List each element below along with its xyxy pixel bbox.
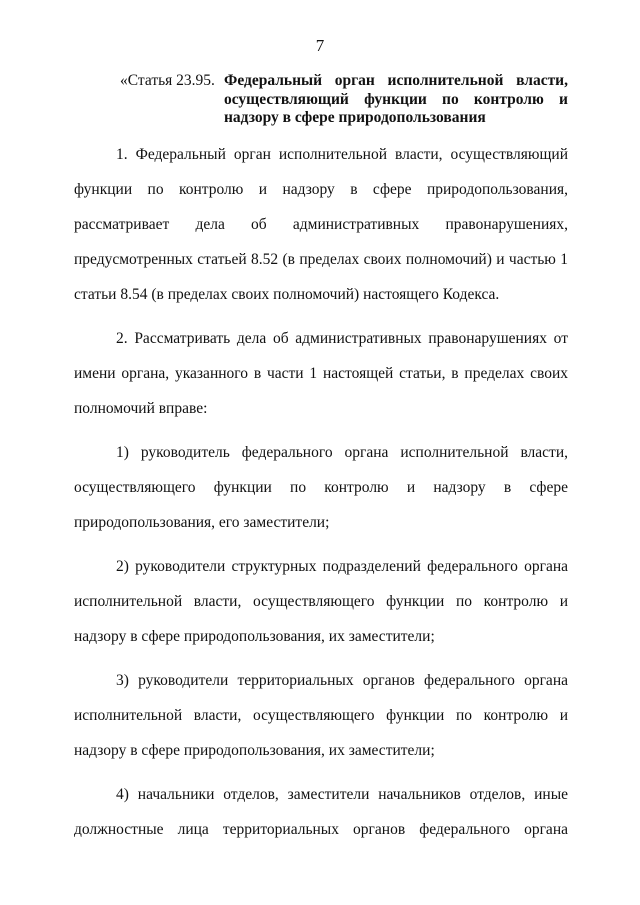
article-label: «Статья 23.95. bbox=[120, 72, 215, 89]
list-item-4: 4) начальники отделов, заместители начальников отделов, иные должностные лица территориальных органов федерального органа bbox=[74, 786, 568, 838]
list-item-1: 1) руководитель федерального органа исполнительной власти, осуществляющего функции по контролю и надзору в сфере природопользования, его заместители; bbox=[74, 444, 568, 531]
paragraph-1: 1. Федеральный орган исполнительной власти, осуществляющий функции по контролю и надзору в сфере природопользования, рассматривает дела об административных правонарушениях, предусмотренных статьей 8.52 (в пределах своих полномочий) и частью 1 статьи 8.54 (в пределах своих полномочий) настоящего Кодекса. bbox=[74, 146, 568, 303]
paragraph-2: 2. Рассматривать дела об административных правонарушениях от имени органа, указанного в части 1 настоящей статьи, в пределах своих полномочий вправе: bbox=[74, 330, 568, 417]
list-item-2: 2) руководители структурных подразделений федерального органа исполнительной власти, осуществляющего функции по контролю и надзору в сфере природопользования, их заместители; bbox=[74, 558, 568, 645]
page-number: 7 bbox=[315, 36, 325, 55]
article-title: Федеральный орган исполнительной власти, осуществляющий функции по контролю и надзору в сфере природопользования bbox=[224, 72, 568, 126]
list-item-3: 3) руководители территориальных органов федерального органа исполнительной власти, осуществляющего функции по контролю и надзору в сфере природопользования, их заместители; bbox=[74, 672, 568, 759]
article-body bbox=[74, 137, 568, 856]
